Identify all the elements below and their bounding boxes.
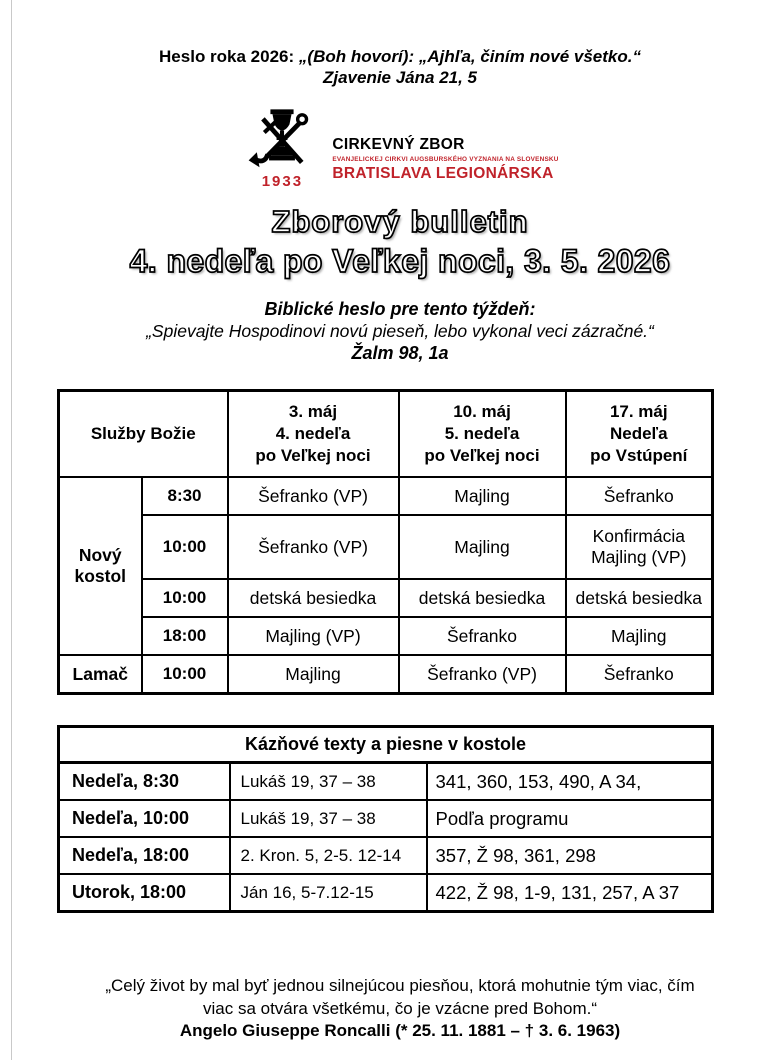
footer-quote-author: Angelo Giuseppe Roncalli (* 25. 11. 1881 – † 3. 6. 1963): [179, 1021, 621, 1040]
date-line: 3. máj: [288, 402, 338, 421]
service-name-cell: Šefranko (VP): [399, 655, 566, 694]
service-name-cell: Šefranko: [399, 617, 566, 655]
place-cell-lamac: Lamač: [59, 655, 142, 694]
year-motto-label: Heslo roka 2026:: [159, 47, 295, 66]
service-name-cell: detská besiedka: [399, 579, 566, 617]
date-line: 17. máj: [609, 402, 668, 421]
date-line: 10. máj: [453, 402, 511, 421]
service-time-cell: 8:30: [142, 477, 228, 515]
service-name-cell: detská besiedka: [228, 579, 399, 617]
service-name-cell: Šefranko: [566, 477, 713, 515]
sermon-text-cell: Lukáš 19, 37 – 38: [230, 763, 427, 801]
services-date-header-2: [399, 391, 566, 478]
sermon-row: [59, 763, 713, 801]
sermon-row: [59, 837, 713, 874]
sermon-text-cell: Lukáš 19, 37 – 38: [230, 800, 427, 837]
date-line: 5. nedeľa: [444, 424, 520, 443]
services-header-row: [59, 391, 713, 478]
service-name-cell: Šefranko: [566, 655, 713, 694]
weekly-verse-text: „Spievajte Hospodinovi novú pieseň, lebo vykonal veci zázračné.“: [146, 321, 654, 341]
year-motto-line: [32, 46, 768, 67]
logo-church-name: CIRKEVNÝ ZBOR: [332, 136, 465, 153]
service-time-cell: 10:00: [142, 515, 228, 579]
services-row: [59, 579, 713, 617]
place-cell-novy-kostol: Nový kostol: [59, 477, 142, 655]
service-name-cell: Konfirmácia Majling (VP): [566, 515, 713, 579]
footer-quote-line1: „Celý život by mal byť jednou silnejúcou piesňou, ktorá mohutnie tým viac, čím: [105, 976, 695, 995]
date-line: po Vstúpení: [590, 446, 688, 465]
year-motto-reference: Zjavenie Jána 21, 5: [322, 68, 478, 87]
sermon-table: [57, 725, 714, 913]
footer-quote-line2: viac sa otvára všetkému, čo je vzácne pred Bohom.“: [202, 998, 597, 1018]
logo-year: 1933: [261, 173, 304, 190]
services-date-header-3: [566, 391, 713, 478]
service-time-cell: 10:00: [142, 655, 228, 694]
sermon-when-cell: Nedeľa, 10:00: [59, 800, 230, 837]
congregation-logo: [32, 108, 768, 190]
services-row: [59, 617, 713, 655]
service-time-cell: 18:00: [142, 617, 228, 655]
weekly-verse-reference: Žalm 98, 1a: [351, 343, 449, 363]
sermon-songs-cell: Podľa programu: [427, 800, 713, 837]
logo-emblem-block: [241, 108, 323, 190]
logo-church-city: BRATISLAVA LEGIONÁRSKA: [332, 165, 554, 182]
service-name-cell: Majling: [399, 477, 566, 515]
services-row: [59, 515, 713, 579]
service-name-cell: detská besiedka: [566, 579, 713, 617]
footer-quote: [32, 975, 768, 1043]
service-name-cell: Majling (VP): [228, 617, 399, 655]
services-table: [57, 389, 714, 695]
chalice-anchor-cross-icon: [241, 108, 323, 172]
sermon-row: [59, 874, 713, 912]
page-edge-line: [11, 0, 12, 1060]
service-name-cell: Majling: [566, 617, 713, 655]
bulletin-title-line1: Zborový bulletin: [271, 204, 529, 239]
year-motto-quote: „(Boh hovorí): „Ajhľa, činím nové všetko.“: [298, 47, 641, 66]
services-corner-header: Služby Božie: [59, 391, 228, 478]
sermon-title-row: [59, 727, 713, 763]
bulletin-title: [32, 203, 768, 281]
bulletin-title-line2: 4. nedeľa po Veľkej noci, 3. 5. 2026: [129, 243, 671, 279]
sermon-when-cell: Nedeľa, 8:30: [59, 763, 230, 801]
service-time-cell: 10:00: [142, 579, 228, 617]
services-date-header-1: [228, 391, 399, 478]
date-line: 4. nedeľa: [275, 424, 351, 443]
services-row: [59, 477, 713, 515]
service-name-cell: Majling: [399, 515, 566, 579]
sermon-when-cell: Nedeľa, 18:00: [59, 837, 230, 874]
sermon-text-cell: Ján 16, 5-7.12-15: [230, 874, 427, 912]
sermon-row: [59, 800, 713, 837]
date-line: po Veľkej noci: [424, 446, 540, 465]
sermon-songs-cell: 341, 360, 153, 490, A 34,: [427, 763, 713, 801]
sermon-songs-cell: 357, Ž 98, 361, 298: [427, 837, 713, 874]
date-line: Nedeľa: [609, 424, 668, 443]
weekly-verse: [32, 298, 768, 364]
sermon-when-cell: Utorok, 18:00: [59, 874, 230, 912]
date-line: po Veľkej noci: [255, 446, 371, 465]
logo-text-block: [332, 136, 558, 183]
year-motto: [32, 0, 768, 88]
sermon-songs-cell: 422, Ž 98, 1-9, 131, 257, A 37: [427, 874, 713, 912]
services-row: [59, 655, 713, 694]
weekly-verse-heading: Biblické heslo pre tento týždeň:: [264, 299, 536, 319]
sermon-table-title: Kázňové texty a piesne v kostole: [59, 727, 713, 763]
sermon-text-cell: 2. Kron. 5, 2-5. 12-14: [230, 837, 427, 874]
service-name-cell: Šefranko (VP): [228, 515, 399, 579]
service-name-cell: Šefranko (VP): [228, 477, 399, 515]
service-name-cell: Majling: [228, 655, 399, 694]
logo-church-subtitle: EVANJELICKEJ CIRKVI AUGSBURSKÉHO VYZNANIA NA SLOVENSKU: [332, 156, 559, 163]
